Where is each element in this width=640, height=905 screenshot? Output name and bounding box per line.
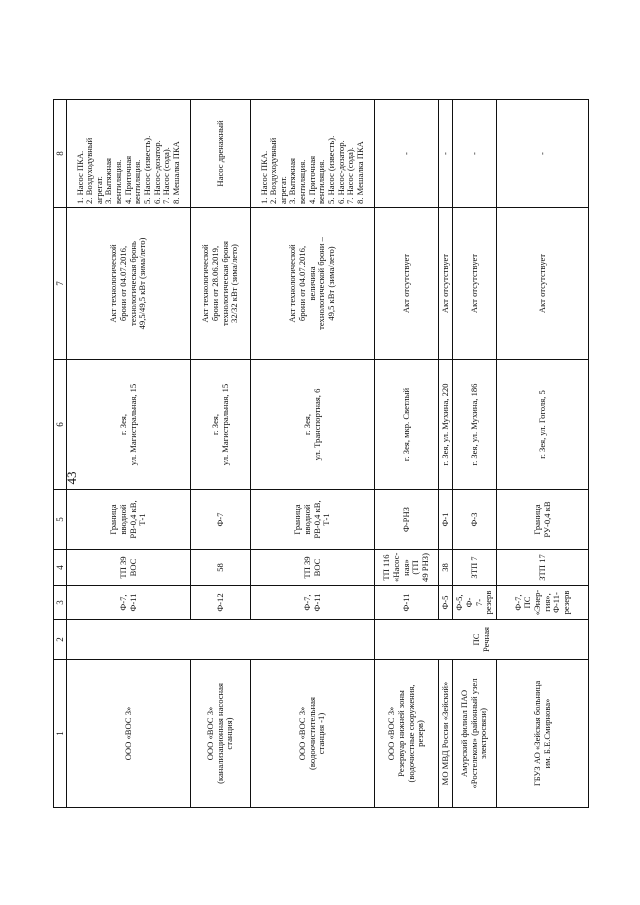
text-line: Ф-7,: [117, 594, 128, 611]
text-line: Ф-11: [311, 593, 322, 612]
text-line: резерв: [560, 590, 571, 615]
header-cell: 5: [54, 490, 67, 550]
border-cell: [67, 490, 191, 550]
text-line: 49 РНЗ): [419, 553, 430, 582]
act-cell: Акт отсутствует: [497, 208, 589, 360]
text-line: Ф-7, ПС: [512, 594, 533, 611]
feeder-cell: [67, 586, 191, 620]
text-line: (водоочистительная: [306, 697, 317, 770]
text-line: Акт технологической: [200, 244, 211, 323]
address-cell: г. Зея, мкр. Светлый: [375, 360, 439, 490]
text-line: Т-1: [321, 513, 332, 526]
act-cell: [67, 208, 191, 360]
border-cell: Ф-РНЗ: [375, 490, 439, 550]
consumer-cell: МО МВД России «Зейский»: [439, 660, 453, 808]
text-line: брони от 28.06.2019,: [209, 245, 220, 322]
text-line: 7. Насос (сода).: [345, 147, 356, 204]
text-line: ТП 39: [117, 556, 128, 579]
rotated-table-container: [53, 100, 587, 808]
text-line: (водочистные сооружения,: [405, 684, 416, 783]
text-line: 1. Насос ПКА.: [74, 150, 85, 204]
equipment-cell: -: [375, 100, 439, 208]
tp-cell: [67, 550, 191, 586]
text-line: ул. Транспортная, 6: [311, 388, 322, 461]
text-line: Ф-7,: [301, 594, 312, 611]
text-line: 5. Насос (известь).: [141, 135, 152, 204]
header-cell: 3: [54, 586, 67, 620]
text-line: Акт технологической: [108, 244, 119, 323]
table-row: [497, 100, 589, 808]
consumer-cell: [251, 660, 375, 808]
text-line: брони от 04.07.2016,: [297, 245, 308, 322]
header-cell: 8: [54, 100, 67, 208]
text-line: ВОС: [311, 558, 322, 577]
tp-cell: [375, 550, 439, 586]
text-line: технологическая бронь: [127, 241, 138, 326]
text-line: 8. Мешалка ПКА: [170, 141, 181, 204]
text-line: РУ-0,4 кВ: [541, 501, 552, 538]
text-line: Граница: [531, 504, 542, 535]
text-line: 2. Воздуходувный: [84, 137, 95, 204]
text-line: 7-резерв: [473, 590, 494, 615]
text-line: Резервуар нижней зоны: [395, 690, 406, 777]
text-line: 32/32 кВт (зима/лето): [229, 244, 240, 323]
text-line: им. Б.Е.Смирнова»: [541, 698, 552, 769]
address-cell: г. Зея, ул. Мухина, 186: [453, 360, 497, 490]
text-line: технологическая броня: [219, 241, 230, 326]
text-line: вентиляция.: [316, 159, 327, 204]
header-cell: 1: [54, 660, 67, 808]
text-line: агрегат.: [93, 176, 104, 204]
border-cell: [497, 490, 589, 550]
substation-cell: ПС Речная: [375, 620, 589, 660]
equipment-cell: [251, 100, 375, 208]
text-line: 3. Вытяжная: [103, 158, 114, 204]
text-line: Ф-11-: [551, 592, 562, 613]
text-line: Ф-5, Ф-: [454, 594, 474, 611]
consumer-cell: [497, 660, 589, 808]
text-line: Т-1: [137, 513, 148, 526]
text-line: вентиляция.: [297, 159, 308, 204]
text-line: брони от 04.07.2016,: [117, 245, 128, 322]
consumer-cell: [453, 660, 497, 808]
act-cell: Акт отсутствует: [439, 208, 453, 360]
text-line: Граница: [292, 504, 303, 535]
text-line: 7. Насос (сода).: [161, 147, 172, 204]
feeder-cell: [251, 586, 375, 620]
header-cell: 7: [54, 208, 67, 360]
text-line: 8. Мешалка ПКА: [354, 141, 365, 204]
act-cell: [251, 208, 375, 360]
address-cell: г. Зея, ул. Гоголя, 5: [497, 360, 589, 490]
table-row: [191, 100, 251, 808]
table-row: [453, 100, 497, 808]
address-cell: [251, 360, 375, 490]
consumer-cell: [375, 660, 439, 808]
text-line: Амурский филиал ПАО: [459, 689, 470, 778]
text-line: вводной: [301, 504, 312, 535]
text-line: ная» (ТП: [400, 559, 421, 576]
text-line: ООО «ВОС 3»: [297, 706, 308, 761]
text-line: ГБУЗ АО «Зейская больница: [531, 680, 542, 787]
text-line: технологической брони –: [316, 237, 327, 330]
header-row: [54, 100, 67, 808]
text-line: Акт технологической: [287, 244, 298, 323]
text-line: 49,5/49,5 кВт (зима/лето): [137, 237, 148, 330]
equipment-cell: -: [497, 100, 589, 208]
tp-cell: 38: [439, 550, 453, 586]
table-row: [439, 100, 453, 808]
address-cell: [67, 360, 191, 490]
consumer-cell: ООО «ВОС 3»: [67, 660, 191, 808]
tp-cell: [251, 550, 375, 586]
text-line: Ф-11: [127, 593, 138, 612]
substation-cell-blank: [67, 620, 375, 660]
table-row: [67, 100, 191, 808]
text-line: резерв): [415, 720, 426, 747]
feeder-cell: Ф-11: [375, 586, 439, 620]
text-line: 1. Насос ПКА.: [258, 150, 269, 204]
text-line: 4. Приточная: [122, 155, 133, 204]
text-line: гия»,: [541, 593, 552, 612]
text-line: агрегат.: [277, 176, 288, 204]
text-line: 5. Насос (известь).: [325, 135, 336, 204]
act-cell: Акт отсутствует: [375, 208, 439, 360]
text-line: ТП 116: [381, 554, 392, 581]
consumer-cell: [191, 660, 251, 808]
text-line: ТП 39: [301, 556, 312, 579]
equipment-cell: [67, 100, 191, 208]
text-line: РВ-0,4 кВ,: [311, 500, 322, 539]
border-cell: [251, 490, 375, 550]
text-line: (канализационная насосная: [214, 683, 225, 784]
text-line: г. Зея,: [117, 413, 128, 436]
text-line: 6. Насос-дозатор.: [335, 140, 346, 204]
text-line: г. Зея,: [301, 413, 312, 436]
header-cell: 2: [54, 620, 67, 660]
act-cell: Акт отсутствует: [453, 208, 497, 360]
act-cell: [191, 208, 251, 360]
tp-cell: 58: [191, 550, 251, 586]
table-row: [251, 100, 375, 808]
text-line: электросвязи): [478, 708, 489, 759]
text-line: станция -1): [316, 712, 327, 755]
equipment-cell: -: [439, 100, 453, 208]
table-row: [375, 100, 439, 808]
header-cell: 4: [54, 550, 67, 586]
text-line: 49,5 кВт (зима/лето): [325, 246, 336, 321]
text-line: 6. Насос-дозатор.: [151, 140, 162, 204]
text-line: РВ-0,4 кВ,: [127, 500, 138, 539]
border-cell: Ф-1: [439, 490, 453, 550]
feeder-cell: [453, 586, 497, 620]
reserve-consumers-table: [53, 99, 589, 808]
text-line: 4. Приточная: [306, 155, 317, 204]
text-line: ООО «ВОС 3»: [205, 706, 216, 761]
address-cell: [191, 360, 251, 490]
text-line: ул. Магистральная, 15: [219, 383, 230, 466]
text-line: «Ростелеком» (районный узел: [468, 678, 479, 789]
text-line: величина: [306, 266, 317, 301]
feeder-cell: Ф-12: [191, 586, 251, 620]
text-line: г. Зея,: [209, 413, 220, 436]
feeder-cell: Ф-5: [439, 586, 453, 620]
border-cell: Ф-7: [191, 490, 251, 550]
feeder-cell: [497, 586, 589, 620]
equipment-cell: -: [453, 100, 497, 208]
text-line: вводной: [117, 504, 128, 535]
text-line: вентиляция.: [113, 159, 124, 204]
address-cell: г. Зея, ул. Мухина, 220: [439, 360, 453, 490]
header-cell: 6: [54, 360, 67, 490]
text-line: 2. Воздуходувный: [268, 137, 279, 204]
text-line: вентиляция.: [132, 159, 143, 204]
text-line: «Насос-: [391, 552, 402, 582]
equipment-cell: Насос дренажный: [191, 100, 251, 208]
text-line: «Энер-: [531, 589, 542, 616]
text-line: 3. Вытяжная: [287, 158, 298, 204]
border-cell: Ф-3: [453, 490, 497, 550]
text-line: Граница: [108, 504, 119, 535]
page-number: 43: [64, 471, 79, 485]
text-line: ул. Магистральная, 15: [127, 383, 138, 466]
tp-cell: ЗТП 7: [453, 550, 497, 586]
tp-cell: ЗТП 17: [497, 550, 589, 586]
text-line: станция): [224, 717, 235, 750]
text-line: ВОС: [127, 558, 138, 577]
text-line: ООО «ВОС 3»: [386, 706, 397, 761]
